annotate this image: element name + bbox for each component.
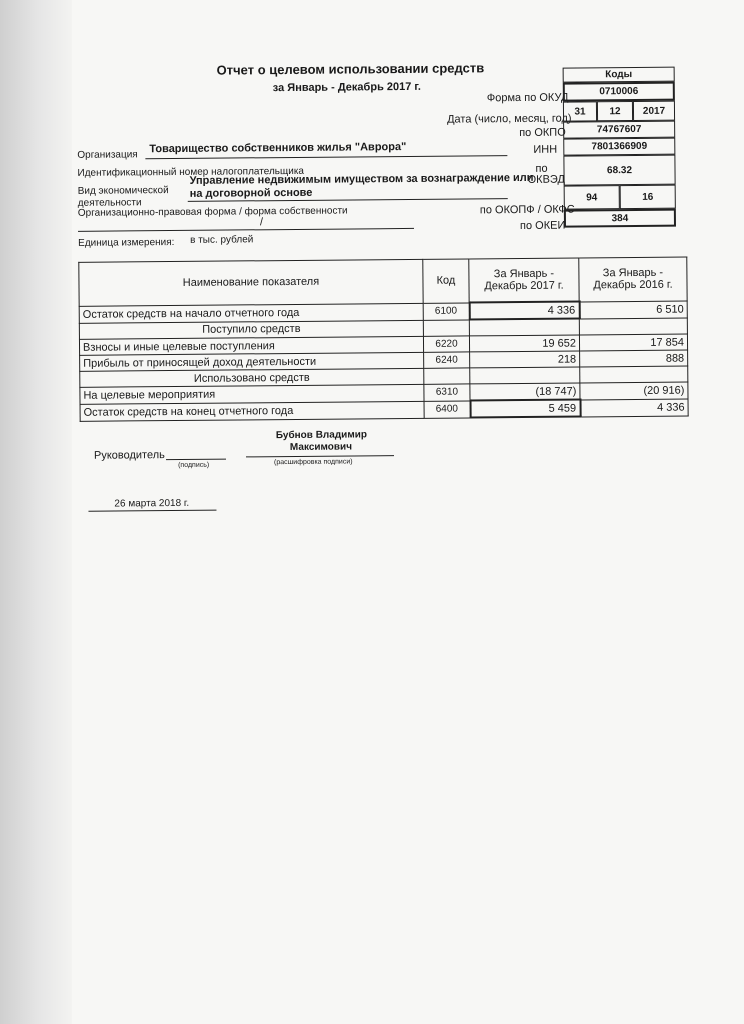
header-name: Наименование показателя [79, 259, 423, 306]
row-name: Поступило средств [79, 320, 423, 340]
okopf-label: по ОКОПФ / ОКФС [479, 203, 575, 217]
report-page [60, 0, 744, 1024]
activity-label-1: Вид экономической [77, 185, 169, 197]
inn-value: 7801366909 [563, 138, 675, 156]
okei-value: 384 [564, 209, 676, 228]
table-header-row [79, 257, 687, 306]
org-name: Товарищество собственников жилья "Аврора" [149, 140, 407, 156]
row-code [424, 368, 470, 384]
signer-name-2: Максимович [289, 441, 353, 454]
row-current: (18 747) [470, 383, 580, 400]
codes-box [563, 67, 676, 228]
row-code: 6310 [424, 384, 470, 401]
okved-label-2: ОКВЭД [527, 173, 565, 186]
date-label: Дата (число, месяц, год) [447, 112, 572, 126]
row-previous [579, 318, 687, 335]
report-title: Отчет о целевом использовании средств [216, 60, 485, 78]
okopf-value: 94 [564, 185, 620, 209]
signature-line [166, 459, 226, 461]
okpo-label: по ОКПО [519, 126, 566, 139]
usage-table [78, 257, 687, 422]
row-current: 218 [470, 351, 580, 368]
okpo-value: 74767607 [563, 121, 675, 139]
row-previous: 4 336 [580, 399, 688, 417]
row-previous: 17 854 [579, 334, 687, 351]
inn-label: ИНН [533, 143, 558, 156]
unit-value: в тыс. рублей [190, 234, 254, 246]
report-period: за Январь - Декабрь 2017 г. [272, 80, 421, 95]
activity-line-2: на договорной основе [189, 186, 313, 200]
header-current: За Январь - Декабрь 2017 г. [469, 258, 579, 302]
row-name: Прибыль от приносящей доход деятельности [80, 352, 424, 371]
activity-line-1: Управление недвижимым имуществом за вознаграждение или [189, 171, 534, 187]
row-name: Остаток средств на начало отчетного года [79, 303, 423, 323]
activity-label-2: деятельности [77, 197, 142, 209]
row-code: 6100 [423, 302, 469, 319]
date-line [88, 510, 216, 512]
taxpayer-id-label: Идентификационный номер налогоплательщика [77, 165, 305, 179]
unit-label: Единица измерения: [78, 237, 175, 249]
row-previous: 6 510 [579, 301, 687, 319]
row-name: На целевые мероприятия [80, 384, 424, 404]
header-code: Код [423, 259, 469, 303]
okud-value: 0710006 [563, 82, 675, 102]
row-current: 5 459 [470, 399, 580, 417]
header-previous: За Январь - Декабрь 2016 г. [579, 257, 687, 301]
legal-form-underline [78, 228, 414, 232]
legal-form-label: Организационно-правовая форма / форма собственности [77, 205, 348, 219]
codes-header: Коды [563, 67, 675, 83]
okei-label: по ОКЕИ [519, 219, 566, 232]
signer-name-1: Бубнов Владимир [275, 429, 368, 442]
okfs-value: 16 [620, 185, 676, 209]
name-line [246, 455, 394, 457]
row-current [470, 367, 580, 384]
row-name: Использовано средств [80, 368, 424, 387]
okud-label: Форма по ОКУД [486, 91, 569, 105]
row-code: 6220 [423, 336, 469, 352]
row-previous: (20 916) [580, 382, 688, 399]
row-previous: 888 [580, 350, 688, 367]
decode-caption: (расшифровка подписи) [274, 458, 353, 467]
row-current: 4 336 [469, 301, 579, 319]
row-code [423, 319, 469, 336]
signer-role: Руководитель [93, 449, 165, 462]
row-name: Взносы и иные целевые поступления [79, 336, 423, 355]
row-previous [580, 366, 688, 383]
org-label: Организация [77, 149, 138, 161]
row-code: 6240 [424, 352, 470, 368]
legal-form-value: / [259, 216, 264, 229]
row-current: 19 652 [469, 335, 579, 352]
okved-value: 68.32 [563, 155, 675, 186]
row-name: Остаток средств на конец отчетного года [80, 401, 424, 421]
sign-date: 26 марта 2018 г. [114, 497, 190, 510]
okved-label-1: по [535, 162, 548, 175]
date-month: 12 [597, 101, 633, 121]
row-current [469, 318, 579, 335]
org-underline [145, 155, 507, 159]
signature-caption: (подпись) [178, 461, 210, 469]
row-code: 6400 [424, 400, 470, 417]
date-day: 31 [563, 101, 597, 121]
date-year: 2017 [633, 101, 675, 121]
